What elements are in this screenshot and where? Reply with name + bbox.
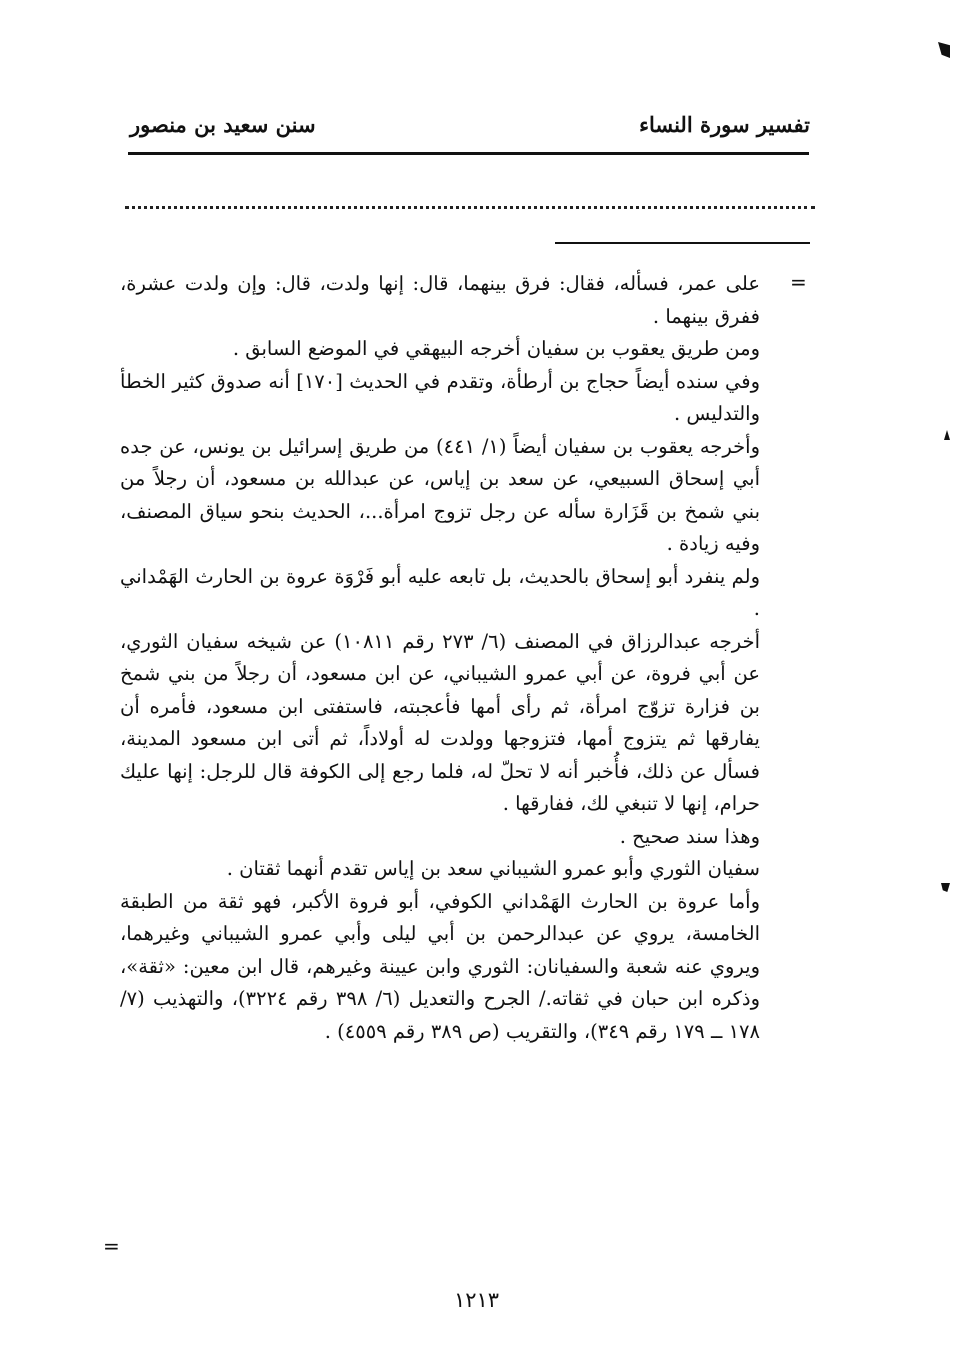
scan-edge-mark bbox=[941, 883, 950, 892]
paragraph: وأما عروة بن الحارث الهَمْداني الكوفي، أبو فروة الأكبر، فهو ثقة من الطبقة الخامسة، يروي عن عبدالرحمن بن أبي ليلى وأبي عمرو الشيباني وغيرهما، ويروي عنه شعبة والسفيانان: الثوري وابن عيينة وغيرهم، قال ابن معين: «ثقة»، وذكره ابن حبان في ثقاته./ الجرح والتعديل (٦/ ٣٩٨ رقم ٣٢٢٤)، والتهذيب (٧/ ١٧٨ ــ ١٧٩ رقم ٣٤٩)، والتقريب (ص ٣٨٩ رقم ٤٥٥٩) . bbox=[120, 889, 760, 1043]
paragraph: وأخرجه يعقوب بن سفيان أيضاً (١/ ٤٤١) من طريق إسرائيل بن يونس، عن جده أبي إسحاق السبيعي، عن سعد بن إياس، عن عبدالله بن مسعود، أن رجلاً من بني شمخ بن قَزَارة سأله عن رجل تزوج امرأة...، الحديث بنحو سياق المصنف، وفيه زيادة . bbox=[120, 434, 760, 555]
footnote-rule bbox=[555, 242, 810, 244]
paragraph: أخرجه عبدالرزاق في المصنف (٦/ ٢٧٣ رقم ١٠٨١١) عن شيخه سفيان الثوري، عن أبي فروة، عن أبي عمرو الشيباني، عن ابن مسعود، أن رجلاً من بني شمخ بن فزارة تزوّج امرأة، ثم رأى أمها فأعجبته، فاستفتى ابن مسعود، فأمره أن يفارقها ثم يتزوج أمها، فتزوجها وولدت له أولاداً، ثم أتى ابن مسعود المدينة، فسأل عن ذلك، فأُخبر أنه لا تحلّ له، فلما رجع إلى الكوفة قال للرجل: إنها عليك حرام، إنها لا تنبغي لك، ففارقها . bbox=[120, 629, 760, 815]
footnote-text bbox=[120, 268, 760, 1048]
book-title: سنن سعيد بن منصور bbox=[130, 112, 316, 137]
paragraph: ولم ينفرد أبو إسحاق بالحديث، بل تابعه عليه أبو فَرْوَة عروة بن الحارث الهَمْداني . bbox=[120, 564, 760, 620]
paragraph: وهذا سند صحيح . bbox=[619, 824, 760, 848]
continuation-mark-end: = bbox=[103, 1234, 120, 1258]
surah-title: تفسير سورة النساء bbox=[639, 112, 810, 137]
scan-edge-mark bbox=[944, 430, 950, 440]
continuation-mark-start: = bbox=[790, 270, 807, 294]
paragraph: سفيان الثوري وأبو عمرو الشيباني سعد بن إياس تقدم أنهما ثقتان . bbox=[226, 857, 760, 880]
dotted-separator bbox=[125, 206, 815, 209]
header-rule bbox=[128, 152, 809, 155]
running-header bbox=[130, 112, 810, 142]
paragraph: ومن طريق يعقوب بن سفيان أخرجه البيهقي في الموضع السابق . bbox=[232, 337, 760, 360]
paragraph: على عمر، فسأله، فقال: فرق بينهما، قال: إنها ولدت، قال: وإن ولدت عشرة، ففرق بينهما . bbox=[120, 272, 760, 328]
page-number: ١٢١٣ bbox=[453, 1288, 500, 1312]
scan-edge-mark bbox=[938, 42, 950, 58]
paragraph: وفي سنده أيضاً حجاج بن أرطأة، وتقدم في الحديث [١٧٠] أنه صدوق كثير الخطأ والتدليس . bbox=[120, 369, 760, 425]
